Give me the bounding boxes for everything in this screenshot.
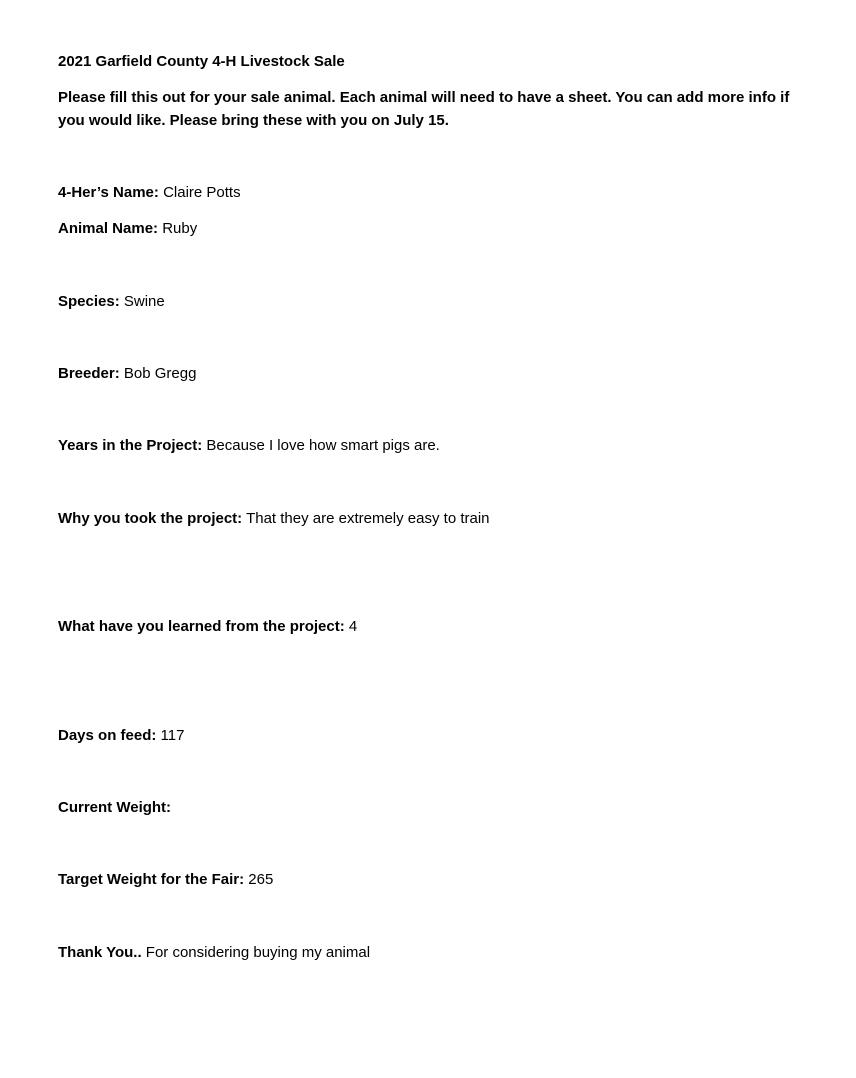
field-animal-name — [58, 217, 197, 240]
field-label: Thank You.. — [58, 944, 142, 961]
field-value: Swine — [123, 293, 165, 310]
field-label: Days on feed: — [58, 727, 157, 744]
field-label: Current Weight: — [58, 799, 172, 816]
field-value: Because I love how smart pigs are. — [206, 437, 440, 454]
field-value: Claire Potts — [163, 184, 241, 201]
field-value: Bob Gregg — [123, 365, 197, 382]
field-value: For considering buying my animal — [145, 944, 371, 961]
field-why-took-project — [58, 507, 490, 530]
field-target-weight — [58, 868, 273, 891]
field-what-learned — [58, 615, 357, 638]
field-value: Ruby — [162, 220, 198, 237]
field-label: Years in the Project: — [58, 437, 203, 454]
field-label: What have you learned from the project: — [58, 618, 345, 635]
field-breeder — [58, 362, 196, 385]
field-label: Species: — [58, 293, 120, 310]
field-species — [58, 290, 165, 313]
field-value: 117 — [160, 727, 185, 744]
field-label: Target Weight for the Fair: — [58, 871, 245, 888]
field-label: 4-Her’s Name: — [58, 184, 159, 201]
field-4her-name — [58, 181, 241, 204]
field-label: Why you took the project: — [58, 510, 243, 527]
field-label: Breeder: — [58, 365, 120, 382]
field-days-on-feed — [58, 724, 184, 747]
field-value: 265 — [248, 871, 274, 888]
document-title: 2021 Garfield County 4-H Livestock Sale — [58, 53, 345, 70]
field-label: Animal Name: — [58, 220, 159, 237]
field-value: 4 — [348, 618, 358, 635]
field-thank-you — [58, 941, 370, 964]
field-value: That they are extremely easy to train — [246, 510, 490, 527]
instructions-text: Please fill this out for your sale animal. Each animal will need to have a sheet. You can add more info if you would like. Please bring these with you on July 15. — [58, 89, 790, 129]
field-years-in-project — [58, 434, 440, 457]
field-current-weight — [58, 796, 171, 819]
